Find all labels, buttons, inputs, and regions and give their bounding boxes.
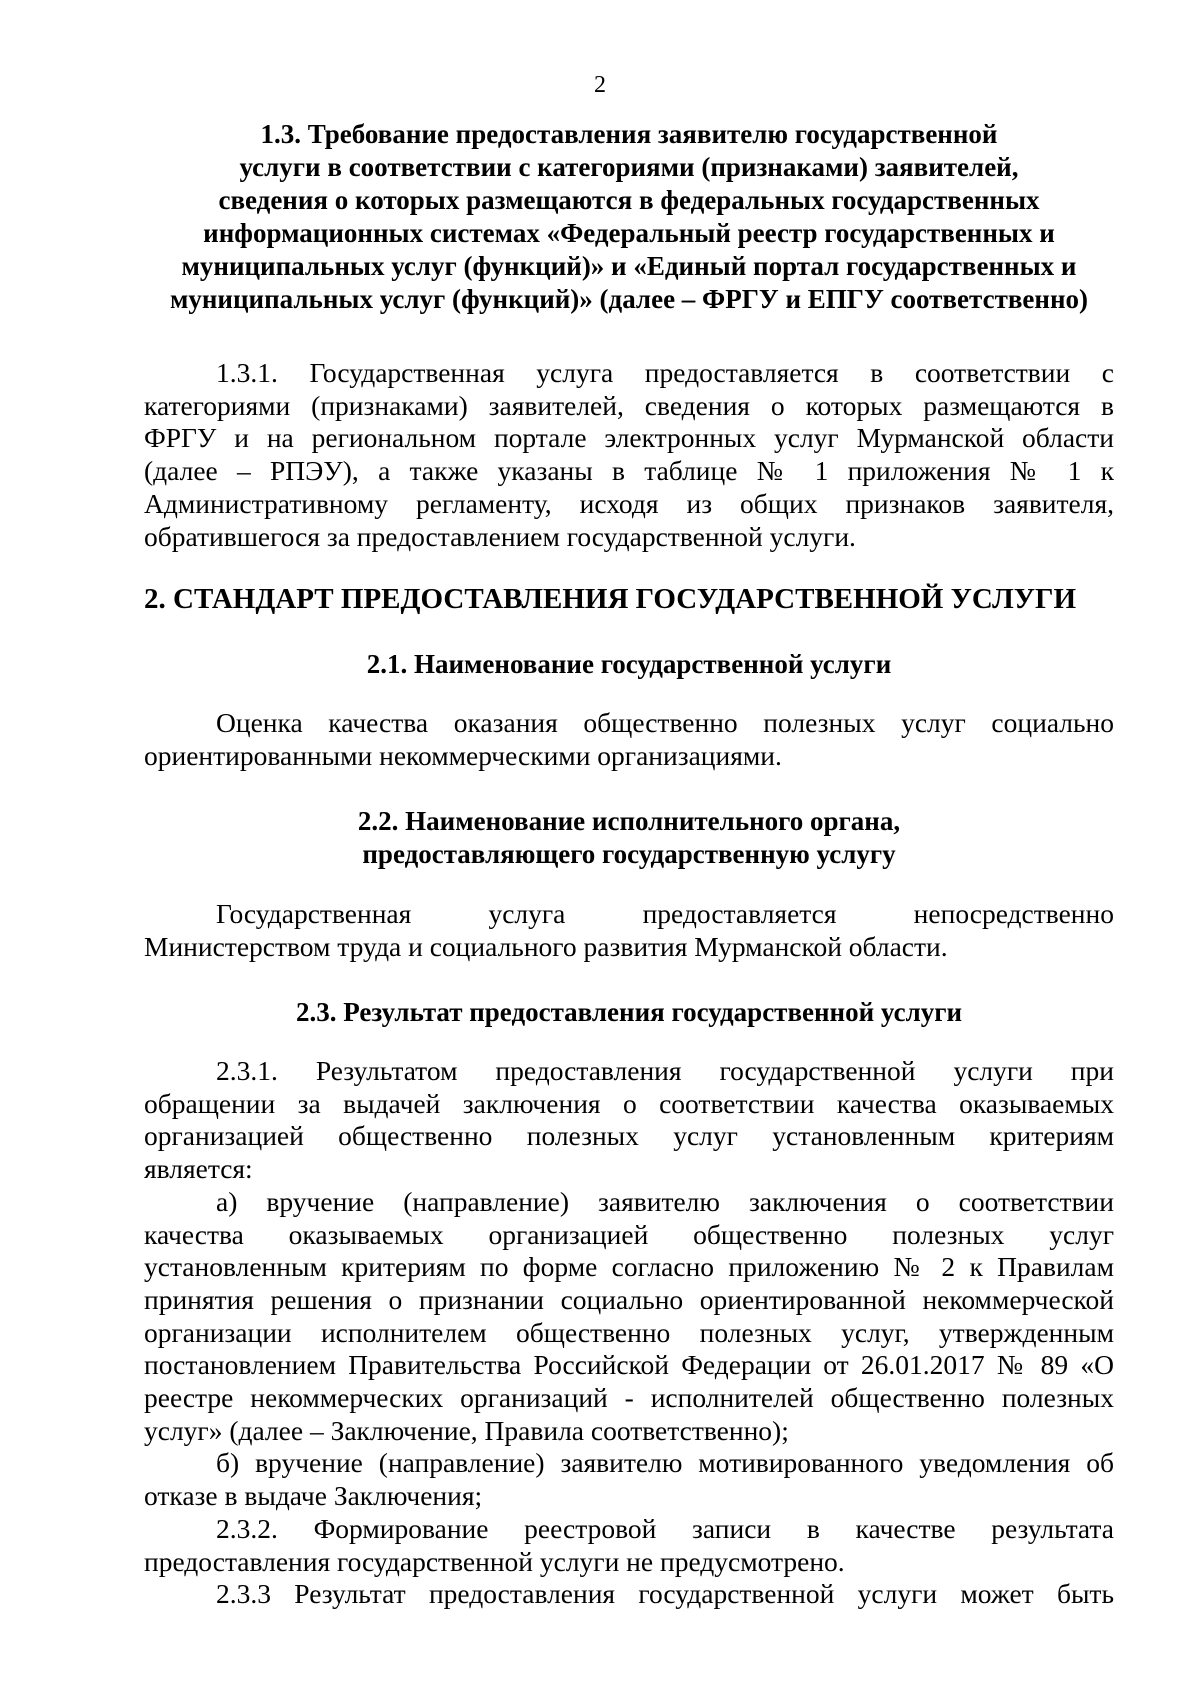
page-number: 2 [594,72,606,98]
heading-line: муниципальных услуг (функций)» (далее – ФРГУ и ЕПГУ соответственно) [169,284,1088,314]
text-line: отказе в выдаче Заключения; [144,1480,483,1512]
text-line: 2.3.1. Результатом предоставления государственной услуги при [216,1055,1114,1086]
text-line: категориями (признаками) заявителей, сведения о которых размещаются в [144,389,1114,421]
text-line: обращении за выдачей заключения о соответствии качества оказываемых [144,1087,1114,1119]
text-line: реестре некоммерческих организаций - исполнителей общественно полезных [144,1382,1114,1414]
paragraph-2-1 [144,707,1114,772]
text-line: б) вручение (направление) заявителю мотивированного уведомления об [216,1447,1114,1479]
text-line: качества оказываемых организацией общественно полезных услуг [144,1218,1114,1250]
section-2-2-heading: 2.2. Наименование исполнительного органа, предоставляющего государственную услугу [357,806,901,869]
text-line: Административному регламенту, исходя из общих признаков заявителя, [144,487,1114,519]
text-line: 2.3.3 Результат предоставления государственной услуги может быть [216,1578,1114,1610]
heading-line: услуги в соответствии с категориями (признаками) заявителей, [239,152,1019,182]
section-1-3-heading [144,118,1114,316]
heading-line: 1.3. Требование предоставления заявителю государственной [260,119,998,149]
text-line: организацией общественно полезных услуг установленным критериям [144,1120,1114,1152]
section-2-1-heading: 2.1. Наименование государственной услуги [366,649,892,679]
text-line: организации исполнителем общественно полезных услуг, утвержденным [144,1316,1114,1348]
paragraph-1-3-1 [144,357,1114,553]
text-line: обратившегося за предоставлением государственной услуги. [144,520,856,552]
section-2-title: 2. СТАНДАРТ ПРЕДОСТАВЛЕНИЯ ГОСУДАРСТВЕННОЙ УСЛУГИ [144,583,1077,615]
heading-line: сведения о которых размещаются в федеральных государственных [218,185,1040,215]
paragraph-2-2 [144,898,1114,963]
text-line: 2.3.2. Формирование реестровой записи в качестве результата [216,1512,1114,1544]
text-line: Министерством труда и социального развития Мурманской области. [144,930,948,962]
text-line: ФРГУ и на региональном портале электронных услуг Мурманской области [144,422,1114,454]
text-line: постановлением Правительства Российской Федерации от 26.01.2017 № 89 «О [144,1349,1114,1381]
text-line: услуг» (далее – Заключение, Правила соответственно); [144,1414,789,1446]
heading-line: информационных системах «Федеральный реестр государственных и [203,218,1055,248]
text-line: предоставления государственной услуги не предусмотрено. [144,1545,845,1577]
text-line: Оценка качества оказания общественно полезных услуг социально [216,707,1114,738]
text-line: (далее – РПЭУ), а также указаны в таблице № 1 приложения № 1 к [144,455,1114,487]
text-line: принятия решения о признании социально ориентированной некоммерческой [144,1283,1114,1315]
text-line: является: [144,1153,253,1185]
heading-line: муниципальных услуг (функций)» и «Единый портал государственных и [181,251,1077,281]
section-2-3-heading: 2.3. Результат предоставления государственной услуги [295,997,963,1027]
text-line: 1.3.1. Государственная услуга предоставляется в соответствии с [216,357,1114,388]
text-line: Государственная услуга предоставляется непосредственно [216,898,1114,929]
paragraph-2-3 [144,1055,1114,1611]
text-line: ориентированными некоммерческими организациями. [144,739,782,771]
text-line: установленным критериям по форме согласно приложению № 2 к Правилам [144,1251,1114,1283]
text-line: а) вручение (направление) заявителю заключения о соответствии [216,1185,1114,1217]
